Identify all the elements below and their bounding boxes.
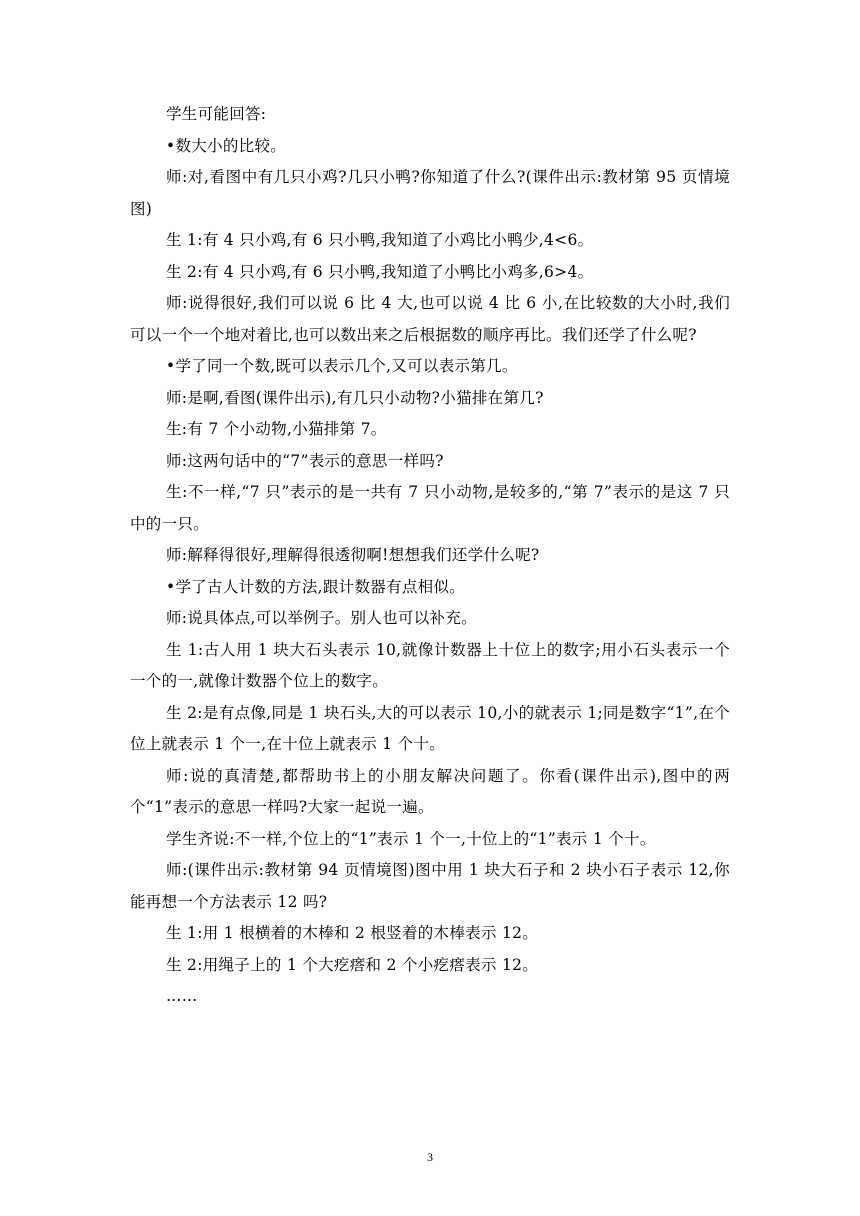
paragraph: 生 1:古人用 1 块大石头表示 10,就像计数器上十位上的数字;用小石头表示一个一个的一,就像计数器个位上的数字。	[130, 640, 730, 690]
paragraph: 生 1:用 1 根横着的木棒和 2 根竖着的木棒表示 12。	[166, 924, 539, 942]
paragraph: 师:对,看图中有几只小鸡?几只小鸭?你知道了什么?(课件出示:教材第 95 页情境图)	[130, 168, 730, 218]
paragraph: 师:说的真清楚,都帮助书上的小朋友解决问题了。你看(课件出示),图中的两个“1”表示的意思一样吗?大家一起说一遍。	[130, 766, 730, 816]
paragraph: 生 1:有 4 只小鸡,有 6 只小鸭,我知道了小鸡比小鸭少,4<6。	[166, 231, 594, 249]
paragraph: 师:解释得很好,理解得很透彻啊!想想我们还学什么呢?	[166, 546, 540, 564]
paragraph: 学生齐说:不一样,个位上的“1”表示 1 个一,十位上的“1”表示 1 个十。	[166, 829, 656, 848]
paragraph: 学生可能回答:	[166, 105, 267, 123]
paragraph: 师:(课件出示:教材第 94 页情境图)图中用 1 块大石子和 2 块小石子表示 12,你能再想一个方法表示 12 吗?	[130, 861, 730, 911]
paragraph: 生:不一样,“7 只”表示的是一共有 7 只小动物,是较多的,“第 7”表示的是这 7 只中的一只。	[130, 483, 730, 533]
paragraph: 师:这两句话中的“7”表示的意思一样吗?	[166, 451, 444, 470]
paragraph: ……	[166, 987, 198, 1005]
paragraph: 生 2:用绳子上的 1 个大疙瘩和 2 个小疙瘩表示 12。	[166, 955, 539, 974]
page-body	[130, 99, 730, 1013]
paragraph: 师:说具体点,可以举例子。别人也可以补充。	[166, 609, 477, 627]
paragraph: 师:说得很好,我们可以说 6 比 4 大,也可以说 4 比 6 小,在比较数的大小时,我们可以一个一个地对着比,也可以数出来之后根据数的顺序再比。我们还学了什么呢?	[130, 294, 730, 344]
paragraph: •学了同一个数,既可以表示几个,又可以表示第几。	[166, 357, 518, 375]
paragraph: 生 2:是有点像,同是 1 块石头,大的可以表示 10,小的就表示 1;同是数字“1”,在个位上就表示 1 个一,在十位上就表示 1 个十。	[130, 703, 730, 753]
paragraph: •数大小的比较。	[166, 136, 287, 155]
paragraph: •学了古人计数的方法,跟计数器有点相似。	[166, 577, 466, 596]
paragraph: 生:有 7 个小动物,小猫排第 7。	[166, 420, 387, 438]
paragraph: 生 2:有 4 只小鸡,有 6 只小鸭,我知道了小鸭比小鸡多,6>4。	[166, 262, 594, 281]
page-number: 3	[427, 1150, 433, 1164]
paragraph: 师:是啊,看图(课件出示),有几只小动物?小猫排在第几?	[166, 388, 544, 407]
